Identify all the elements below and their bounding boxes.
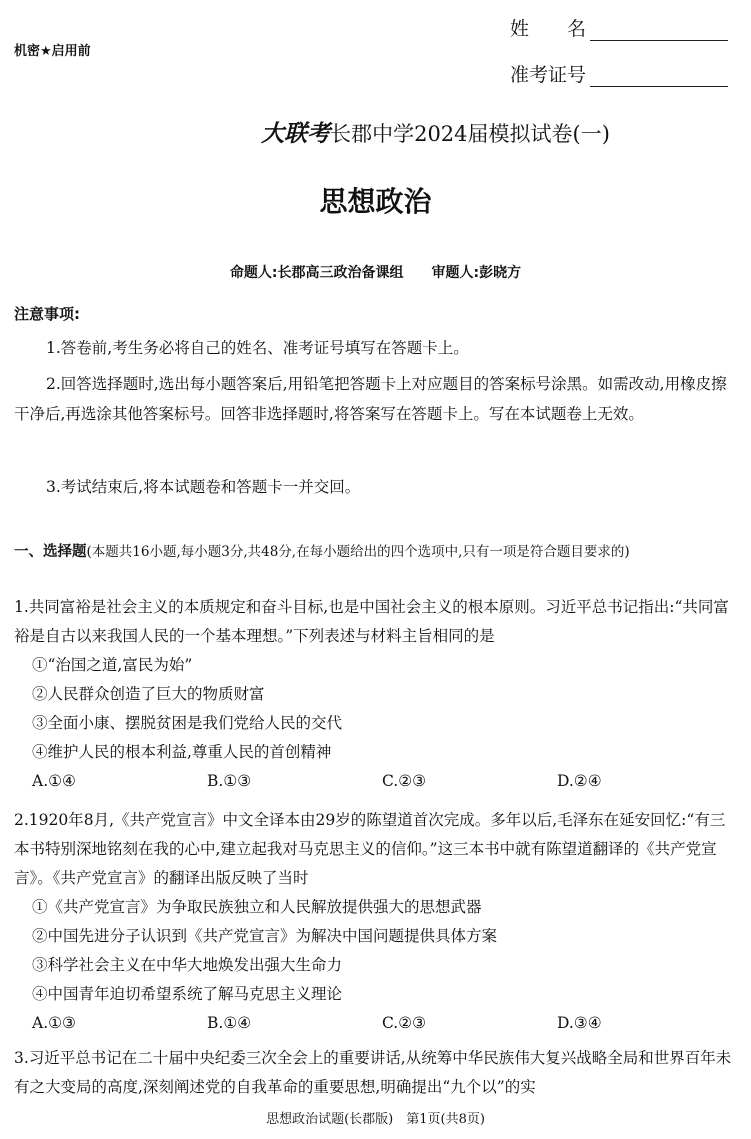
choice-c: C.②③	[382, 1014, 427, 1032]
notice-heading: 注意事项:	[14, 305, 80, 323]
statement: ④中国青年迫切希望系统了解马克思主义理论	[32, 985, 343, 1003]
question-2	[14, 806, 740, 1038]
name-blank-line	[590, 21, 728, 41]
notice-item-1: 1.答卷前,考生务必将自己的姓名、准考证号填写在答题卡上。	[46, 339, 469, 357]
name-label: 姓 名	[510, 18, 587, 40]
notice-item-3: 3.考试结束后,将本试题卷和答题卡一并交回。	[46, 478, 361, 496]
statement: ④维护人民的根本利益,尊重人民的首创精神	[32, 743, 332, 761]
answer-choices	[14, 767, 740, 796]
question-setter: 命题人:长郡高三政治备课组	[229, 265, 404, 281]
question-stem: 2.1920年8月,《共产党宣言》中文全译本由29岁的陈望道首次完成。多年以后,毛泽东在延安回忆:“有三本书特别深地铭刻在我的心中,建立起我对马克思主义的信仰。”这三本书中就有陈望道翻译的《共产党宣言》。《共产党宣言》的翻译出版反映了当时	[14, 811, 726, 887]
authors-line	[0, 262, 751, 282]
statement: ①《共产党宣言》为争取民族独立和人民解放提供强大的思想武器	[32, 898, 482, 916]
section-title: 一、选择题	[14, 544, 87, 560]
page-footer: 思想政治试题(长郡版) 第1页(共8页)	[266, 1112, 485, 1127]
confidential-label: 机密★启用前	[14, 44, 91, 59]
statement: ③科学社会主义在中华大地焕发出强大生命力	[32, 956, 343, 974]
brand-logo-text: 大联考	[261, 120, 331, 147]
exam-id-label: 准考证号	[510, 64, 587, 86]
choice-d: D.③④	[557, 1014, 602, 1032]
statement: ③全面小康、摆脱贫困是我们党给人民的交代	[32, 714, 343, 732]
question-3	[14, 1044, 740, 1102]
name-field	[510, 14, 728, 41]
exam-id-blank-line	[590, 67, 728, 87]
question-stem: 3.习近平总书记在二十届中央纪委三次全会上的重要讲话,从统筹中华民族伟大复兴战略全局和世界百年未有之大变局的高度,深刻阐述党的自我革命的重要思想,明确提出“九个以”的实	[14, 1049, 732, 1096]
choice-c: C.②③	[382, 772, 427, 790]
choice-a: A.①④	[32, 772, 76, 790]
exam-title-main: 长郡中学2024届模拟试卷(一)	[330, 122, 610, 146]
choice-a: A.①③	[32, 1014, 76, 1032]
choice-d: D.②④	[557, 772, 602, 790]
question-stem: 1.共同富裕是社会主义的本质规定和奋斗目标,也是中国社会主义的根本原则。习近平总书记指出:“共同富裕是自古以来我国人民的一个基本理想。”下列表述与材料主旨相同的是	[14, 598, 729, 645]
subject-title: 思想政治	[319, 185, 432, 218]
exam-id-field	[510, 60, 728, 87]
statement: ②中国先进分子认识到《共产党宣言》为解决中国问题提供具体方案	[32, 927, 498, 945]
answer-choices	[14, 1009, 740, 1038]
exam-title	[0, 115, 751, 148]
statement: ①“治国之道,富民为始”	[32, 656, 193, 674]
choice-b: B.①④	[207, 1014, 252, 1032]
section-description: (本题共16小题,每小题3分,共48分,在每小题给出的四个选项中,只有一项是符合题目要求的)	[86, 544, 630, 560]
choice-b: B.①③	[207, 772, 252, 790]
section-header	[14, 538, 740, 566]
question-reviewer: 审题人:彭晓方	[431, 265, 522, 281]
notice-item-2: 2.回答选择题时,选出每小题答案后,用铅笔把答题卡上对应题目的答案标号涂黑。如需改动,用橡皮擦干净后,再选涂其他答案标号。回答非选择题时,将答案写在答题卡上。写在本试题卷上无效。	[14, 375, 727, 423]
question-1	[14, 593, 740, 796]
statement: ②人民群众创造了巨大的物质财富	[32, 685, 265, 703]
